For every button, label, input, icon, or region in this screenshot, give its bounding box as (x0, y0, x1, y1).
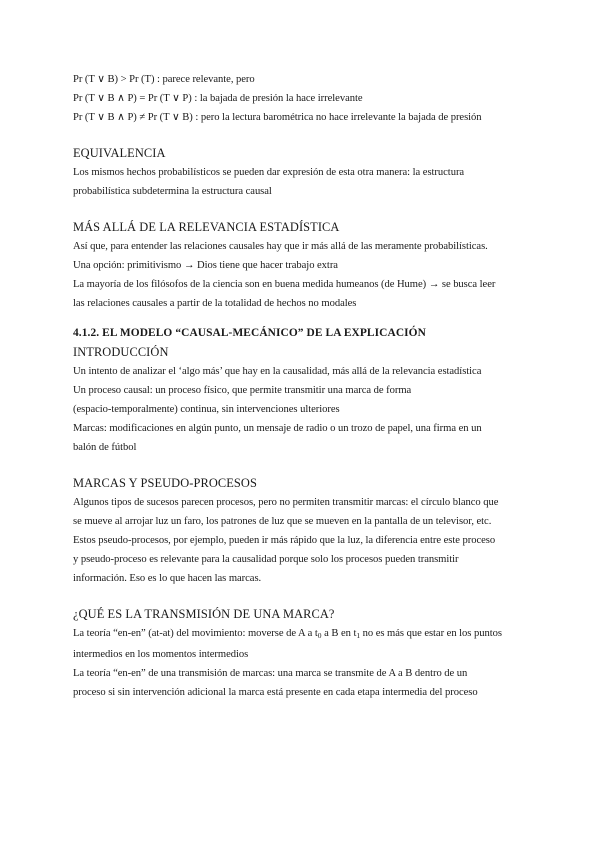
paragraph-line: Un proceso causal: un proceso físico, que permite transmitir una marca de forma (73, 385, 412, 396)
paragraph-line: balón de fútbol (73, 442, 137, 453)
paragraph-line: La mayoría de los filósofos de la ciencia son en buena medida humeanos (de Hume) → se busca leer (73, 279, 496, 290)
probability-line-3: Pr (T ∨ B ∧ P) ≠ Pr (T ∨ B) : pero la lectura barométrica no hace irrelevante la bajada de presión (73, 112, 482, 123)
section-heading-transmision: ¿QUÉ ES LA TRANSMISIÓN DE UNA MARCA? (73, 607, 335, 621)
paragraph-line: se mueve al arrojar luz un faro, los patrones de luz que se mueven en la pantalla de un televisor, etc. (73, 516, 492, 527)
probability-line-1: Pr (T ∨ B) > Pr (T) : parece relevante, pero (73, 74, 255, 85)
section-heading-marcas: MARCAS Y PSEUDO-PROCESOS (73, 476, 257, 490)
text-fragment: no es más que estar en los puntos (360, 628, 502, 639)
paragraph-line: Una opción: primitivismo → Dios tiene que hacer trabajo extra (73, 260, 338, 271)
paragraph-line: Algunos tipos de sucesos parecen procesos, pero no permiten transmitir marcas: el círculo blanco que (73, 497, 499, 508)
paragraph-line: Así que, para entender las relaciones causales hay que ir más allá de las meramente probabilísticas. (73, 241, 488, 252)
paragraph-line: Los mismos hechos probabilísticos se pueden dar expresión de esta otra manera: la estructura (73, 167, 465, 178)
paragraph-line: Estos pseudo-procesos, por ejemplo, pueden ir más rápido que la luz, la diferencia entre este proceso (73, 535, 496, 546)
paragraph-line: proceso si sin intervención adicional la marca está presente en cada etapa intermedia del proceso (73, 687, 478, 698)
paragraph-line: Un intento de analizar el ‘algo más’ que hay en la causalidad, más allá de la relevancia estadística (73, 366, 482, 377)
document-page (73, 70, 533, 702)
paragraph-line: La teoría “en-en” de una transmisión de marcas: una marca se transmite de A a B dentro de un (73, 668, 468, 679)
section-heading-equivalencia: EQUIVALENCIA (73, 146, 166, 160)
text-fragment: a B en t (321, 628, 357, 639)
subscript: 0 (317, 631, 322, 640)
paragraph-line: (espacio-temporalmente) continua, sin intervenciones ulteriores (73, 404, 340, 415)
chapter-heading-modelo: 4.1.2. EL MODELO “CAUSAL-MECÁNICO” DE LA EXPLICACIÓN (73, 327, 426, 339)
paragraph-line: y pseudo-proceso es relevante para la causalidad porque solo los procesos pueden transmitir (73, 554, 459, 565)
paragraph-line: información. Eso es lo que hacen las marcas. (73, 573, 262, 584)
text-fragment: La teoría “en-en” (at-at) del movimiento: moverse de A a t (73, 628, 318, 639)
subscript: 1 (356, 631, 361, 640)
paragraph-line: probabilística subdetermina la estructura causal (73, 186, 272, 197)
paragraph-line: Marcas: modificaciones en algún punto, un mensaje de radio o un trozo de papel, una firma en un (73, 423, 482, 434)
paragraph-line: intermedios en los momentos intermedios (73, 649, 249, 660)
paragraph-line: las relaciones causales a partir de la totalidad de hechos no modales (73, 298, 357, 309)
section-heading-introduccion: INTRODUCCIÓN (73, 345, 169, 359)
section-heading-mas-alla: MÁS ALLÁ DE LA RELEVANCIA ESTADÍSTICA (73, 220, 340, 234)
probability-line-2: Pr (T ∨ B ∧ P) = Pr (T ∨ P) : la bajada de presión la hace irrelevante (73, 93, 363, 104)
paragraph-line (73, 624, 533, 645)
